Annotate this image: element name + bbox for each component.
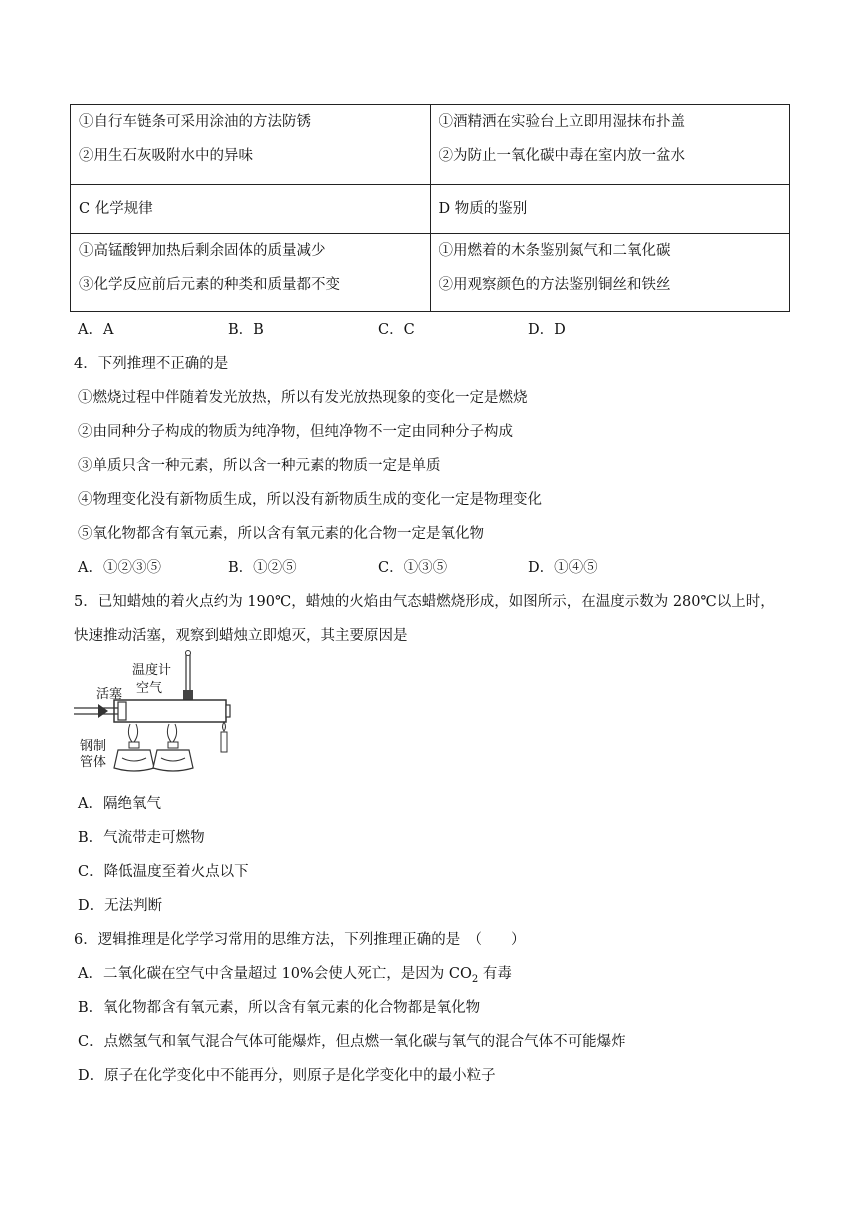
q4-options (78, 556, 598, 577)
q6-option-a-text: A．二氧化碳在空气中含量超过 10%会使人死亡，是因为 CO (78, 966, 472, 982)
option-a[interactable]: A．A (78, 322, 114, 338)
q5-option-b[interactable]: B．气流带走可燃物 (78, 830, 205, 846)
q5-stem: 5．已知蜡烛的着火点约为 190℃，蜡烛的火焰由气态蜡燃烧形成，如图所示，在温度示数为 280℃以上时， (74, 594, 775, 610)
option-a[interactable]: A．①②③⑤ (78, 560, 161, 576)
figure-label: 空气 (136, 681, 163, 696)
q6-option-c[interactable]: C．点燃氢气和氧气混合气体可能爆炸，但点燃一氧化碳与氧气的混合气体不可能爆炸 (78, 1034, 626, 1050)
q6-option-b[interactable]: B．氧化物都含有氧元素，所以含有氧元素的化合物都是氧化物 (78, 1000, 481, 1016)
q4-statement: ⑤氧化物都含有氧元素，所以含有氧元素的化合物一定是氧化物 (78, 526, 484, 542)
table-cell-a-content (71, 105, 431, 185)
option-d[interactable]: D．①④⑤ (528, 560, 598, 576)
figure-label: 温度计 (132, 663, 172, 678)
q4-statement: ④物理变化没有新物质生成，所以没有新物质生成的变化一定是物理变化 (78, 492, 542, 508)
table-cell-line: ①自行车链条可采用涂油的方法防锈 (79, 114, 311, 130)
piston-icon (118, 702, 126, 720)
candle-icon (221, 732, 227, 752)
table-cell-line: ②用观察颜色的方法鉴别铜丝和铁丝 (438, 277, 671, 293)
q6-option-a[interactable] (78, 962, 512, 985)
table-cell-d-content (430, 234, 790, 312)
q4-stem: 4．下列推理不正确的是 (74, 356, 229, 372)
steel-tube-icon (114, 700, 226, 722)
option-c[interactable]: C．①③⑤ (378, 560, 448, 576)
q4-statement: ③单质只含一种元素，所以含一种元素的物质一定是单质 (78, 458, 441, 474)
table-cell-line: ②用生石灰吸附水中的异味 (79, 148, 253, 164)
table-row (71, 105, 790, 185)
table-row (71, 234, 790, 312)
q3-options (78, 318, 566, 339)
table-row (71, 185, 790, 234)
q6-option-d[interactable]: D．原子在化学变化中不能再分，则原子是化学变化中的最小粒子 (78, 1068, 496, 1084)
figure-label: 钢制 (80, 739, 107, 754)
option-b[interactable]: B．B (228, 322, 264, 338)
alcohol-lamp-icon (153, 724, 193, 771)
table-cell-d-header: D 物质的鉴别 (430, 185, 790, 234)
q6-stem: 6．逻辑推理是化学学习常用的思维方法，下列推理正确的是 （ ） (74, 932, 526, 948)
option-b[interactable]: B．①②⑤ (228, 560, 297, 576)
option-d[interactable]: D．D (528, 322, 566, 338)
alcohol-lamp-icon (114, 724, 154, 771)
q5-stem-continued: 快速推动活塞，观察到蜡烛立即熄灭，其主要原因是 (74, 628, 408, 644)
q5-option-c[interactable]: C．降低温度至着火点以下 (78, 864, 249, 880)
q4-statement: ①燃烧过程中伴随着发光放热，所以有发光放热现象的变化一定是燃烧 (78, 390, 528, 406)
subscript: 2 (471, 973, 479, 985)
candle-apparatus-figure (74, 650, 234, 774)
figure-label: 活塞 (96, 687, 123, 702)
option-c[interactable]: C．C (378, 322, 415, 338)
q5-option-a[interactable]: A．隔绝氧气 (78, 796, 161, 812)
thermometer-icon (186, 652, 190, 692)
table-cell-line: ①高锰酸钾加热后剩余固体的质量减少 (79, 243, 326, 259)
q3-options-table (70, 104, 790, 312)
q4-statement: ②由同种分子构成的物质为纯净物，但纯净物不一定由同种分子构成 (78, 424, 513, 440)
q5-option-d[interactable]: D．无法判断 (78, 898, 163, 914)
table-cell-c-header: C 化学规律 (71, 185, 431, 234)
table-cell-b-content (430, 105, 790, 185)
table-cell-line: ③化学反应前后元素的种类和质量都不变 (79, 277, 340, 293)
table-cell-line: ②为防止一氧化碳中毒在室内放一盆水 (438, 148, 685, 164)
figure-label: 管体 (80, 755, 107, 770)
table-cell-c-content (71, 234, 431, 312)
q6-option-a-text-end: 有毒 (478, 966, 512, 982)
table-cell-line: ①酒精洒在实验台上立即用湿抹布扑盖 (438, 114, 685, 130)
table-cell-line: ①用燃着的木条鉴别氮气和二氧化碳 (438, 243, 671, 259)
